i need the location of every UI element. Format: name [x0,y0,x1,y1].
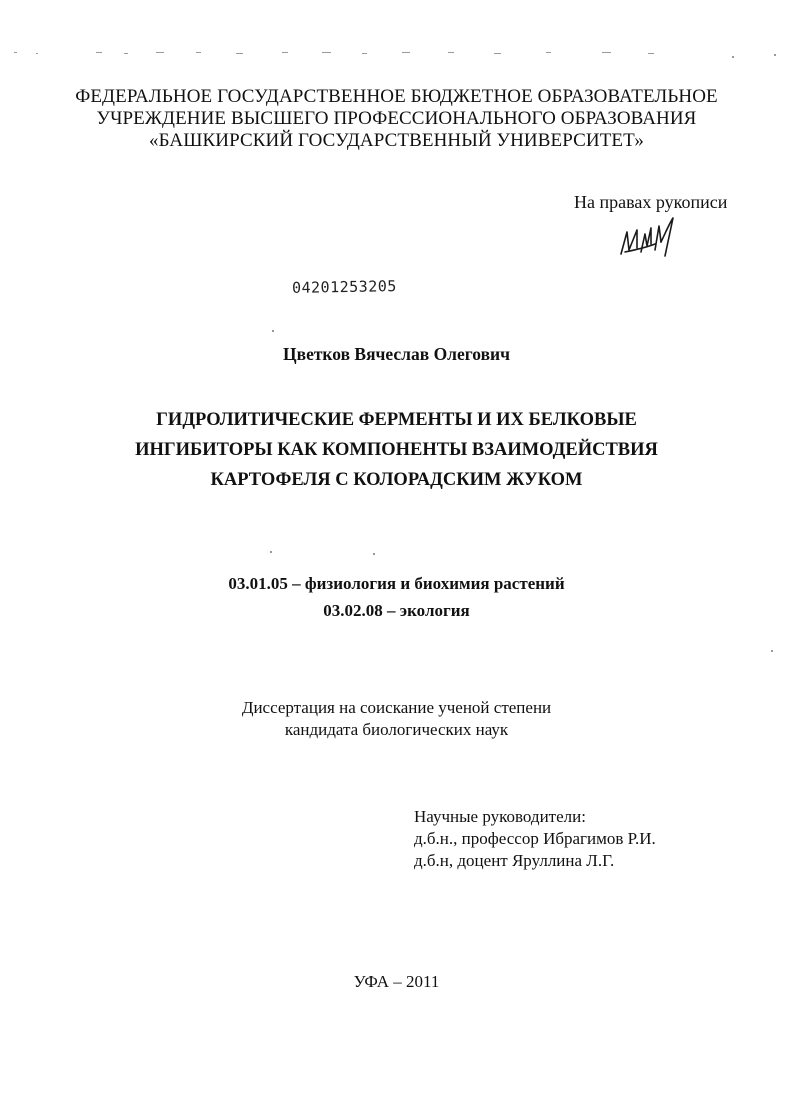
registration-number: 04201253205 [291,277,397,297]
title-line-1: ГИДРОЛИТИЧЕСКИЕ ФЕРМЕНТЫ И ИХ БЕЛКОВЫЕ [156,410,637,430]
degree-statement [0,697,793,741]
scan-artifact-dots [0,40,793,64]
institution-line-3: «БАШКИРСКИЙ ГОСУДАРСТВЕННЫЙ УНИВЕРСИТЕТ» [149,130,644,151]
city-year: УФА – 2011 [353,972,440,991]
supervisor-2: д.б.н, доцент Яруллина Л.Г. [414,851,615,870]
supervisors-heading: Научные руководители: [414,807,586,826]
supervisors-block [414,806,656,872]
specialty-line: 03.01.05 – физиология и биохимия растений [228,574,565,593]
scan-speck [373,553,375,555]
degree-line-2: кандидата биологических наук [284,720,509,739]
supervisor-1: д.б.н., профессор Ибрагимов Р.И. [414,829,656,848]
author-name: Цветков Вячеслав Олегович [283,344,510,364]
dissertation-title [0,405,793,495]
specialty-line: 03.02.08 – экология [323,601,470,620]
institution-header [0,86,793,152]
institution-line-1: ФЕДЕРАЛЬНОЕ ГОСУДАРСТВЕННОЕ БЮДЖЕТНОЕ ОБРАЗОВАТЕЛЬНОЕ [75,86,718,107]
institution-line-2: УЧРЕЖДЕНИЕ ВЫСШЕГО ПРОФЕССИОНАЛЬНОГО ОБРАЗОВАНИЯ [96,108,697,129]
title-line-2: ИНГИБИТОРЫ КАК КОМПОНЕНТЫ ВЗАИМОДЕЙСТВИЯ [135,440,658,460]
scan-speck [270,551,272,553]
degree-line-1: Диссертация на соискание ученой степени [241,698,552,717]
specialty-codes [0,570,793,624]
scan-speck [771,650,773,652]
title-line-3: КАРТОФЕЛЯ С КОЛОРАДСКИМ ЖУКОМ [210,470,583,490]
scan-speck [272,330,274,332]
handwritten-signature-icon [615,212,695,272]
manuscript-rights-note: На правах рукописи [574,192,728,212]
